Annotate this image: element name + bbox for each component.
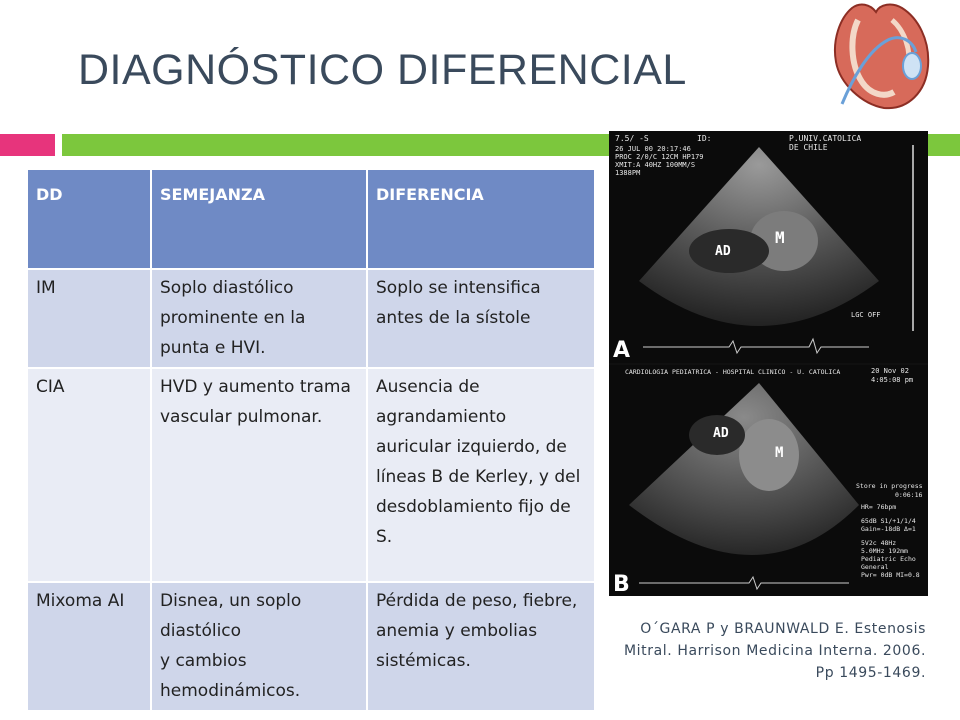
echo-a-header-line: PROC 2/0/C 12CM HP179: [615, 153, 704, 161]
cell-dd: Mixoma AI: [27, 582, 151, 711]
echo-b-time: 4:05:08 pm: [871, 376, 914, 384]
echo-a-header-left: 7.5/ -S: [615, 134, 649, 143]
echo-b-probe: Pwr= 0dB MI=0.8: [861, 571, 920, 579]
echo-b-letter: B: [613, 572, 630, 596]
echo-b-setting: 65dB S1/+1/1/4: [861, 517, 916, 525]
echo-b-hr: HR= 76bpm: [861, 503, 897, 511]
echo-a-label-m: M: [775, 228, 785, 247]
echo-b-header: CARDIOLOGIA PEDIATRICA - HOSPITAL CLINICO - U. CATOLICA: [625, 368, 841, 376]
echo-b-label-ad: AD: [713, 426, 729, 441]
cell-diferencia: Soplo se intensifica antes de la sístole: [367, 269, 595, 368]
echo-a-institution: P.UNIV.CATOLICA: [789, 134, 862, 143]
table-row: [27, 269, 595, 368]
cell-dd: IM: [27, 269, 151, 368]
echo-panel-a: [609, 131, 928, 363]
cell-semejanza: Disnea, un soplo diastólico y cambios hemodinámicos.: [151, 582, 367, 711]
cell-semejanza: HVD y aumento trama vascular pulmonar.: [151, 368, 367, 582]
cell-dd: CIA: [27, 368, 151, 582]
cell-diferencia: Ausencia de agrandamiento auricular izquierdo, de líneas B de Kerley, y del desdoblamiento fijo de S.: [367, 368, 595, 582]
citation-line: Mitral. Harrison Medicina Interna. 2006.: [623, 643, 926, 659]
slide-title: DIAGNÓSTICO DIFERENCIAL: [78, 46, 687, 94]
differential-table: [26, 168, 596, 712]
citation: [606, 618, 926, 684]
citation-line: Pp 1495-1469.: [815, 665, 926, 681]
echo-a-header-id: ID:: [697, 134, 712, 143]
echo-a-institution: DE CHILE: [789, 143, 828, 152]
echo-a-header-line: 1388PM: [615, 169, 641, 177]
header-diferencia: DIFERENCIA: [367, 169, 595, 269]
echo-b-setting: Gain=-18dB Δ=1: [861, 525, 916, 533]
echo-panel-b: [609, 365, 928, 596]
echocardiogram-image: [609, 131, 928, 596]
echo-b-store: Store in progress: [856, 482, 923, 490]
echo-a-header-line: XMIT:A 40HZ 100MM/S: [615, 161, 696, 169]
echo-b-probe: 5.0MHz 192mm: [861, 547, 908, 555]
echo-b-probe: Pediatric Echo: [861, 555, 916, 563]
echo-b-date: 20 Nov 02: [871, 367, 909, 375]
cell-semejanza: Soplo diastólico prominente en la punta e HVI.: [151, 269, 367, 368]
echo-b-probe: 5V2c 48Hz: [861, 539, 897, 547]
decor-bar-pink: [0, 134, 55, 156]
echo-b-probe: General: [861, 563, 889, 571]
table-row: [27, 582, 595, 711]
echo-b-store-time: 0:06:16: [895, 491, 923, 499]
header-dd: DD: [27, 169, 151, 269]
echo-a-letter: A: [613, 338, 631, 363]
echo-a-lgc: LGC OFF: [851, 311, 881, 319]
echo-a-header-line: 26 JUL 00 20:17:46: [615, 145, 691, 153]
table-header-row: [27, 169, 595, 269]
echo-b-label-m: M: [775, 445, 784, 461]
citation-line: O´GARA P y BRAUNWALD E. Estenosis: [640, 621, 926, 637]
heart-illustration: [822, 0, 934, 110]
cell-diferencia: Pérdida de peso, fiebre, anemia y embolias sistémicas.: [367, 582, 595, 711]
header-semejanza: SEMEJANZA: [151, 169, 367, 269]
echo-a-label-ad: AD: [715, 244, 731, 259]
table-row: [27, 368, 595, 582]
